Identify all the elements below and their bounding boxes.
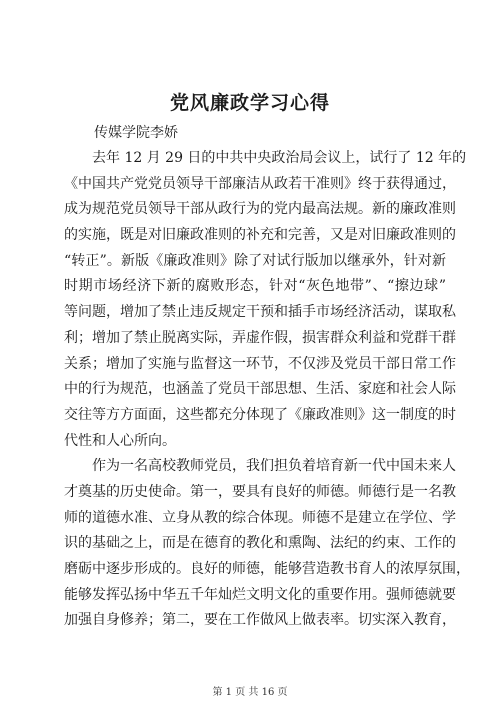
document-title: 党风廉政学习心得 [169, 92, 330, 114]
text-line: 等问题，增加了禁止违反规定干预和插手市场经济活动，谋取私 [64, 304, 456, 321]
text-line: 时期市场经济下新的腐败形态，针对“灰色地带”、“擦边球” [64, 278, 446, 295]
text-line: 交往等方方面面，这些都充分体现了《廉政准则》这一制度的时 [64, 406, 456, 423]
text-line: 利；增加了禁止脱离实际，弄虚作假，损害群众利益和党群干群 [64, 329, 456, 346]
text-line: 《中国共产党党员领导干部廉洁从政若干准则》终于获得通过， [64, 175, 456, 192]
text-line: 关系；增加了实施与监督这一环节，不仅涉及党员干部日常工作 [64, 355, 456, 372]
text-line: 加强自身修养；第二，要在工作做风上做表率。切实深入教育， [64, 612, 456, 629]
author-line: 传媒学院李娇 [94, 125, 178, 141]
text-line: 代性和人心所向。 [64, 432, 176, 449]
text-line: 师的道德水准、立身从教的综合体现。师德不是建立在学位、学 [64, 509, 456, 526]
text-line: 的实施，既是对旧廉政准则的补充和完善，又是对旧廉政准则的 [64, 227, 456, 244]
page-footer: 第 1 页 共 16 页 [212, 687, 288, 698]
text-line: 中的行为规范，也涵盖了党员干部思想、生活、家庭和社会人际 [64, 381, 456, 398]
text-line: “转正”。新版《廉政准则》除了对试行版加以继承外，针对新 [64, 252, 446, 269]
text-line: 磨砺中逐步形成的。良好的师德，能够营造教书育人的浓厚氛围， [64, 561, 470, 577]
text-line: 才奠基的历史使命。第一，要具有良好的师德。师德行是一名教 [64, 483, 456, 500]
body-text [64, 146, 470, 634]
text-line: 能够发挥弘扬中华五千年灿烂文明文化的重要作用。强师德就要 [64, 586, 456, 603]
text-line: 去年 12 月 29 日的中共中央政治局会议上，试行了 12 年的 [92, 150, 467, 166]
text-line: 作为一名高校教师党员，我们担负着培育新一代中国未来人 [92, 458, 456, 475]
text-line: 识的基础之上，而是在德育的教化和熏陶、法纪的约束、工作的 [64, 535, 456, 552]
text-line: 成为规范党员领导干部从政行为的党内最高法规。新的廉政准则 [64, 201, 456, 218]
